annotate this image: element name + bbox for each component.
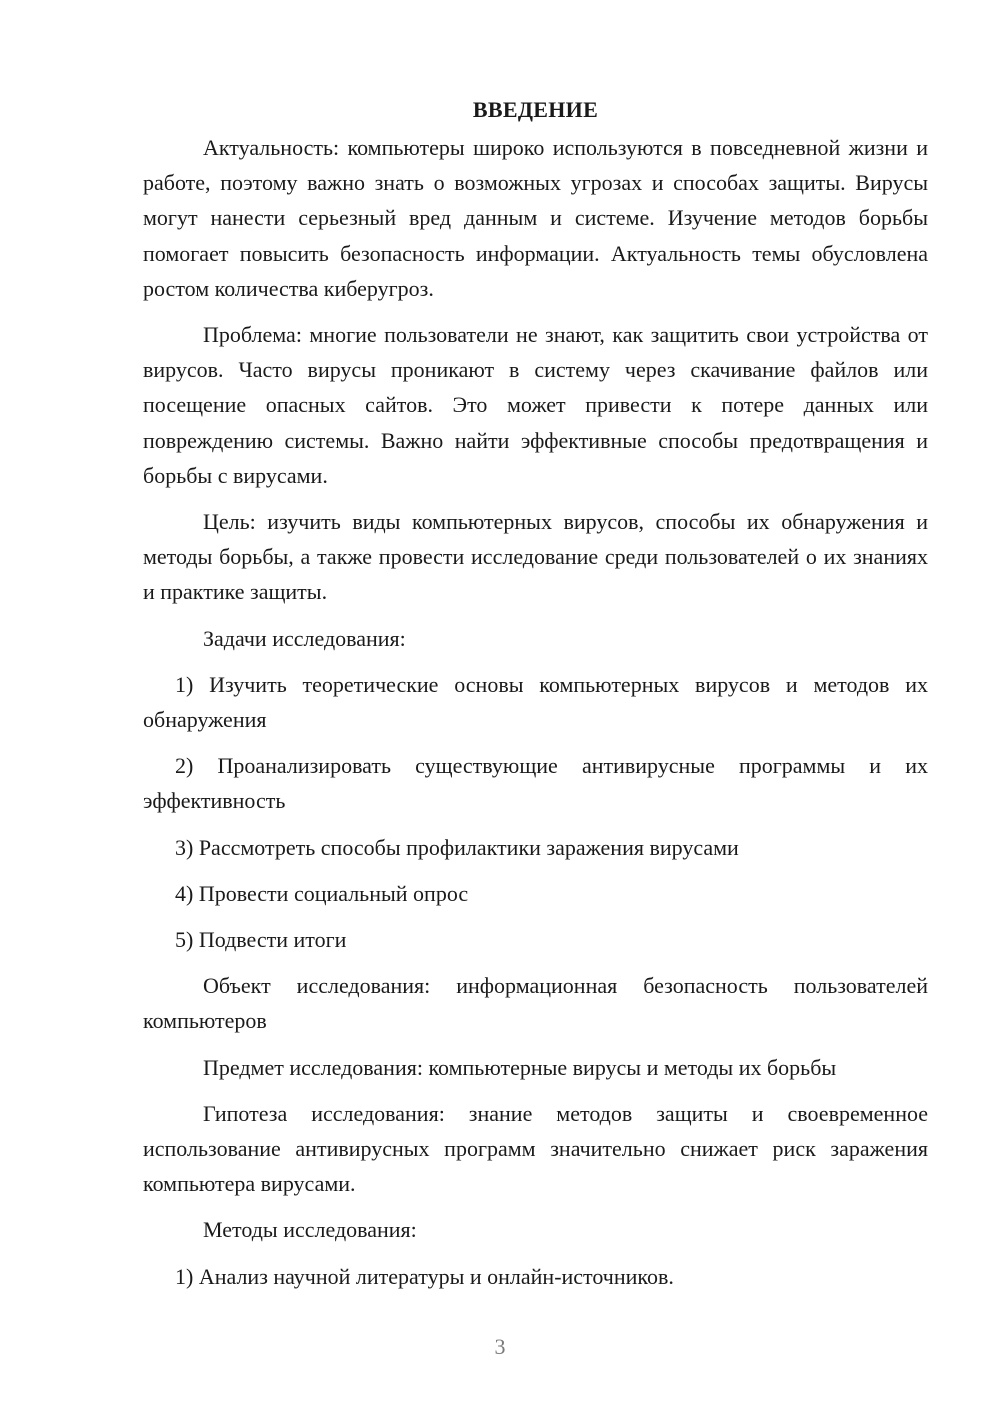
task-item: 5) Подвести итоги xyxy=(175,927,347,953)
tasks-heading: Задачи исследования: xyxy=(203,625,406,651)
paragraph-problem: Проблема: многие пользователи не знают, как защитить свои устройства от вирусов. Часто вирусы проникают в систему через скачивание файлов или посещение опасных сайтов. Это может привести к потере данных или повреждению системы. Важно найти эффективные способы предотвращения и борьбы с вирусами. xyxy=(143,322,928,488)
paragraph-object: Объект исследования: информационная безопасность пользователей компьютеров xyxy=(143,973,928,1034)
page-number: 3 xyxy=(494,1334,506,1359)
page-content xyxy=(143,95,928,1294)
task-item: 1) Изучить теоретические основы компьютерных вирусов и методов их обнаружения xyxy=(143,671,928,733)
paragraph-hypothesis: Гипотеза исследования: знание методов защиты и своевременное использование антивирусных программ значительно снижает риск заражения компьютера вирусами. xyxy=(143,1100,928,1197)
method-item: 1) Анализ научной литературы и онлайн-источников. xyxy=(175,1263,674,1289)
task-item: 3) Рассмотреть способы профилактики заражения вирусами xyxy=(175,834,739,860)
task-item: 4) Провести социальный опрос xyxy=(175,880,469,906)
methods-heading: Методы исследования: xyxy=(203,1217,417,1243)
paragraph-subject: Предмет исследования: компьютерные вирусы и методы их борьбы xyxy=(203,1054,837,1080)
task-item: 2) Проанализировать существующие антивирусные программы и их эффективность xyxy=(143,753,928,814)
paragraph-goal: Цель: изучить виды компьютерных вирусов, способы их обнаружения и методы борьбы, а также провести исследование среди пользователей о их знаниях и практике защиты. xyxy=(143,509,928,605)
paragraph-relevance: Актуальность: компьютеры широко используются в повседневной жизни и работе, поэтому важно знать о возможных угрозах и способах защиты. Вирусы могут нанести серьезный вред данным и системе. Изучение методов борьбы помогает повысить безопасность информации. Актуальность темы обусловлена ростом количества киберугроз. xyxy=(143,135,928,301)
page-title: ВВЕДЕНИЕ xyxy=(472,97,599,122)
